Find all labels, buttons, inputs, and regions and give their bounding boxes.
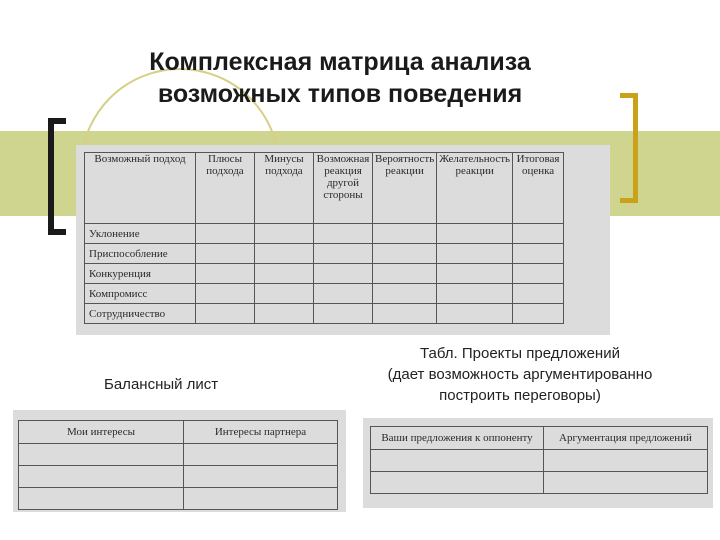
balance-sheet-table — [18, 420, 338, 510]
matrix-row-label: Приспособление — [85, 244, 196, 264]
balance-header-my-interests: Мои интересы — [19, 421, 184, 444]
proposals-header-arguments: Аргументация предложений — [544, 427, 708, 450]
matrix-row-label: Компромисс — [85, 284, 196, 304]
matrix-row-label: Конкуренция — [85, 264, 196, 284]
matrix-row-label: Сотрудничество — [85, 304, 196, 324]
caption-proposals-line-1: Табл. Проекты предложений — [420, 345, 620, 362]
table-row — [85, 224, 564, 244]
table-row — [371, 472, 708, 494]
left-bracket — [48, 118, 66, 235]
title-line-1: Комплексная матрица анализа — [149, 48, 531, 76]
right-bracket — [620, 93, 638, 203]
table-row — [85, 284, 564, 304]
matrix-row-label: Уклонение — [85, 224, 196, 244]
matrix-header-score: Итоговая оценка — [513, 153, 564, 224]
table-row — [85, 264, 564, 284]
table-row — [19, 444, 338, 466]
matrix-header-row — [85, 153, 564, 224]
proposals-table — [370, 426, 708, 494]
table-row — [19, 466, 338, 488]
matrix-header-probability: Вероятность реакции — [373, 153, 437, 224]
behavior-matrix-table — [84, 152, 564, 324]
table-row — [371, 450, 708, 472]
matrix-header-approach: Возможный подход — [85, 153, 196, 224]
matrix-header-reaction: Возможная реакция другой стороны — [314, 153, 373, 224]
caption-proposals-line-2: (дает возможность аргументированно — [387, 366, 653, 383]
title-line-2: возможных типов поведения — [157, 80, 523, 108]
proposals-header-row — [371, 427, 708, 450]
caption-proposals — [340, 343, 700, 406]
matrix-header-cons: Минусы подхода — [255, 153, 314, 224]
balance-header-row — [19, 421, 338, 444]
slide-title — [110, 46, 570, 110]
proposals-header-offers: Ваши предложения к оппоненту — [371, 427, 544, 450]
caption-proposals-line-3: построить переговоры) — [439, 387, 601, 404]
table-row — [19, 488, 338, 510]
balance-header-partner-interests: Интересы партнера — [184, 421, 338, 444]
table-row — [85, 304, 564, 324]
matrix-header-desirability: Желательность реакции — [437, 153, 513, 224]
table-row — [85, 244, 564, 264]
matrix-header-pros: Плюсы подхода — [196, 153, 255, 224]
caption-balance-sheet: Балансный лист — [104, 376, 219, 393]
